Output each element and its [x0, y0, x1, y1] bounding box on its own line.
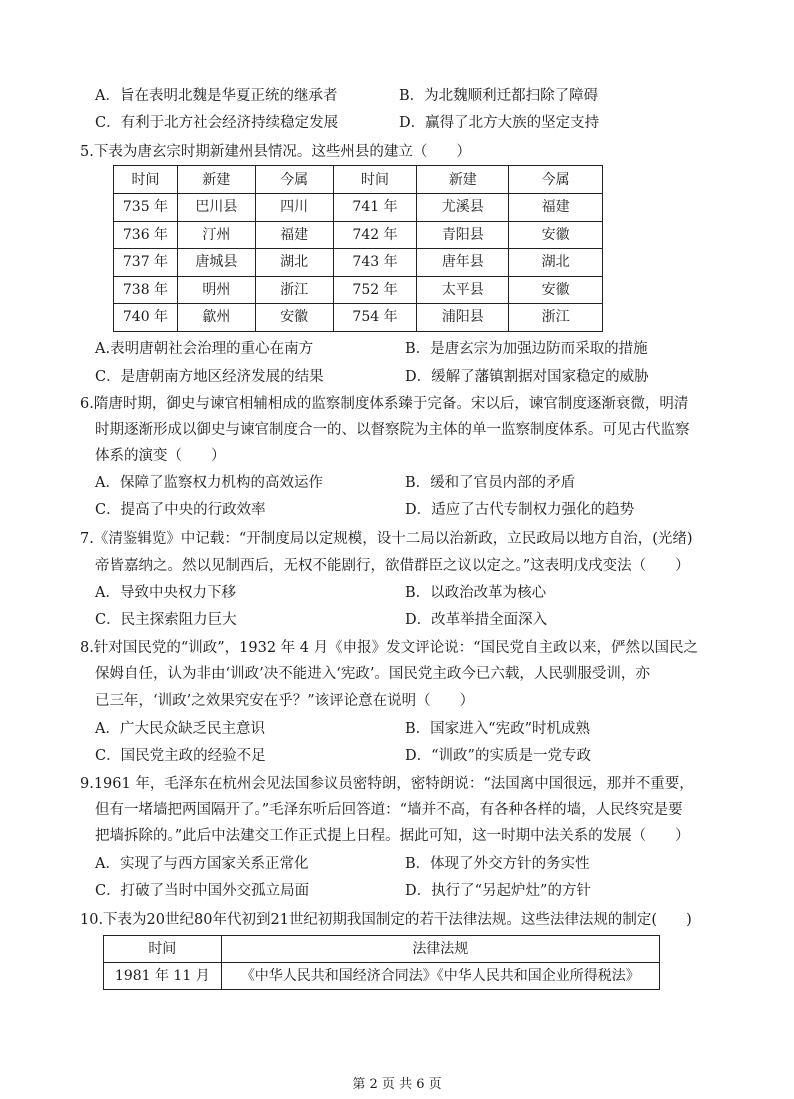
- table-cell: 741 年: [333, 194, 417, 222]
- q10-stem: 10.下表为20世纪80年代初到21世纪初期我国制定的若干法律法规。这些法律法规的制定( ): [80, 912, 692, 928]
- option-b: B．体现了外交方针的务实性: [405, 856, 590, 872]
- q5-stem: 5.下表为唐玄宗时期新建州县情况。这些州县的建立（ ）: [80, 144, 471, 160]
- table-cell: 福建: [509, 194, 603, 222]
- table-header-cell: 法律法规: [221, 936, 659, 963]
- option-b: B．缓和了官员内部的矛盾: [405, 475, 576, 491]
- table-header-row: [104, 936, 660, 963]
- table-cell: 738 年: [114, 276, 178, 304]
- table-cell: 安徽: [255, 304, 333, 332]
- q9-stem-line-1: 9.1961 年，毛泽东在杭州会见法国参议员密特朗，密特朗说：“法国离中国很远，那并不重要，: [80, 776, 694, 792]
- table-row: [114, 249, 603, 277]
- table-cell: 唐年县: [417, 249, 509, 277]
- option-d: D．缓解了藩镇割据对国家稳定的威胁: [405, 369, 649, 385]
- table-row: [114, 194, 603, 222]
- table-header-cell: 今属: [255, 166, 333, 194]
- option-a: A．广大民众缺乏民主意识: [95, 721, 265, 737]
- q7-stem-line-2: 帝皆嘉纳之。然以见制西后，无权不能剧行，欲借群臣之议以定之。”这表明戊戌变法（ ）: [95, 558, 690, 574]
- option-b: B．为北魏顺利迁都扫除了障碍: [399, 88, 599, 104]
- option-d: D．适应了古代专制权力强化的趋势: [405, 502, 635, 518]
- table-cell: 1981 年 11 月: [104, 963, 222, 990]
- table-cell: 汀州: [177, 221, 255, 249]
- option-c: C．民主探索阻力巨大: [95, 612, 237, 628]
- table-cell: 唐城县: [177, 249, 255, 277]
- table-header-cell: 今属: [509, 166, 603, 194]
- q9-stem-line-2: 但有一堵墙把两国隔开了。”毛泽东听后回答道：“墙并不高，有各种各样的墙，人民终究是要: [95, 802, 683, 818]
- table-cell: 巴川县: [177, 194, 255, 222]
- table-cell: 青阳县: [417, 221, 509, 249]
- table-cell: 歙州: [177, 304, 255, 332]
- table-header-cell: 新建: [417, 166, 509, 194]
- table-cell: 737 年: [114, 249, 178, 277]
- table-cell: 754 年: [333, 304, 417, 332]
- table-cell: 735 年: [114, 194, 178, 222]
- page-number: 第 2 页 共 6 页: [352, 1077, 442, 1092]
- option-a: A．旨在表明北魏是华夏正统的继承者: [95, 88, 338, 104]
- option-a: A．导致中央权力下移: [95, 585, 236, 601]
- q7-stem-line-1: 7.《清鉴辑览》中记载：“开制度局以定规模，设十二局以治新政，立民政局以地方自治，(光绪): [80, 531, 693, 547]
- option-c: C．打破了当时中国外交孤立局面: [95, 883, 310, 899]
- table-row: [114, 221, 603, 249]
- table-cell: 湖北: [509, 249, 603, 277]
- q5-table: [113, 165, 603, 332]
- table-cell: 尤溪县: [417, 194, 509, 222]
- option-b: B．是唐玄宗为加强边防而采取的措施: [405, 341, 648, 357]
- table-cell: 浙江: [509, 304, 603, 332]
- q9-stem-line-3: 把墙拆除的。”此后中法建交工作正式提上日程。据此可知，这一时期中法关系的发展（ ）: [95, 828, 690, 844]
- table-header-cell: 新建: [177, 166, 255, 194]
- option-c: C．是唐朝南方地区经济发展的结果: [95, 369, 324, 385]
- q6-stem-line-3: 体系的演变（ ）: [95, 448, 226, 464]
- table-cell: 安徽: [509, 221, 603, 249]
- option-d: D．改革举措全面深入: [405, 612, 548, 628]
- option-a: A.表明唐朝社会治理的重心在南方: [95, 341, 314, 357]
- q8-stem-line-3: 已三年，‘训政’之效果究安在乎？”该评论意在说明（ ）: [95, 693, 475, 709]
- q10-table: [103, 935, 660, 990]
- table-cell: 太平县: [417, 276, 509, 304]
- q6-stem-line-2: 时期逐渐形成以御史与谏官制度合一的、以督察院为主体的单一监察制度体系。可见古代监察: [95, 422, 690, 438]
- table-row: [114, 276, 603, 304]
- table-row: [114, 304, 603, 332]
- table-cell: 740 年: [114, 304, 178, 332]
- table-cell: 湖北: [255, 249, 333, 277]
- table-cell: 742 年: [333, 221, 417, 249]
- table-cell: 安徽: [509, 276, 603, 304]
- option-a: A．保障了监察权力机构的高效运作: [95, 475, 323, 491]
- q8-stem-line-1: 8.针对国民党的“训政”，1932 年 4 月《申报》发文评论说：“国民党自主政以来，俨然以国民之: [80, 640, 699, 656]
- table-cell: 752 年: [333, 276, 417, 304]
- table-cell: 743 年: [333, 249, 417, 277]
- table-header-row: [114, 166, 603, 194]
- q8-stem-line-2: 保姆自任，认为非由‘训政’决不能进入‘宪政’。国民党主政今已六载，人民驯服受训，亦: [95, 666, 650, 682]
- table-header-cell: 时间: [333, 166, 417, 194]
- option-c: C．有利于北方社会经济持续稳定发展: [95, 115, 339, 131]
- table-header-cell: 时间: [104, 936, 222, 963]
- table-cell: 《中华人民共和国经济合同法》《中华人民共和国企业所得税法》: [221, 963, 659, 990]
- table-cell: 福建: [255, 221, 333, 249]
- option-c: C．提高了中央的行政效率: [95, 502, 266, 518]
- q6-stem-line-1: 6.隋唐时期，御史与谏官相辅相成的监察制度体系臻于完备。宋以后，谏官制度逐渐衰微，明清: [80, 396, 689, 412]
- option-c: C．国民党主政的经验不足: [95, 748, 266, 764]
- table-cell: 浙江: [255, 276, 333, 304]
- option-d: D．“训政”的实质是一党专政: [405, 748, 591, 764]
- option-b: B．国家进入“宪政”时机成熟: [405, 721, 590, 737]
- option-a: A．实现了与西方国家关系正常化: [95, 856, 309, 872]
- table-header-cell: 时间: [114, 166, 178, 194]
- table-cell: 浦阳县: [417, 304, 509, 332]
- table-cell: 四川: [255, 194, 333, 222]
- table-cell: 736 年: [114, 221, 178, 249]
- table-cell: 明州: [177, 276, 255, 304]
- option-d: D．执行了“另起炉灶”的方针: [405, 883, 591, 899]
- option-d: D．赢得了北方大族的坚定支持: [399, 115, 600, 131]
- table-row: [104, 963, 660, 990]
- option-b: B．以政治改革为核心: [405, 585, 547, 601]
